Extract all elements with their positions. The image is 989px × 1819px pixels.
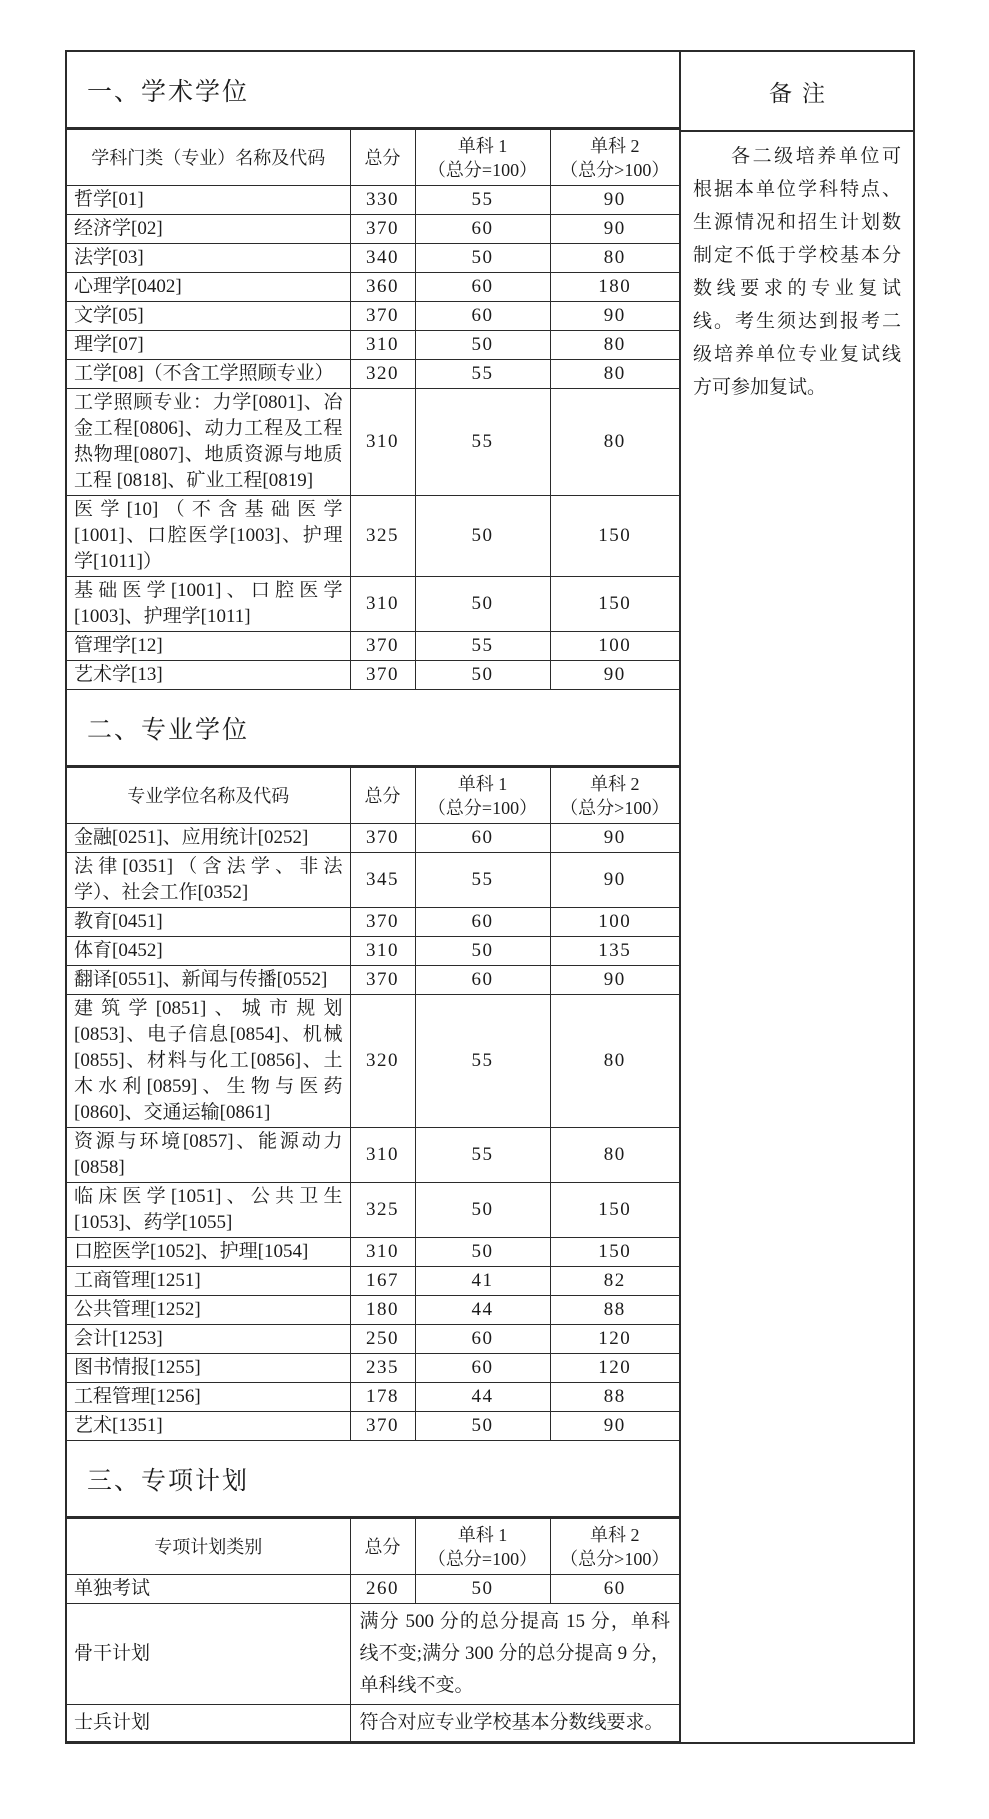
row-name-cell: 理学[07] — [67, 331, 350, 360]
row-sub2-cell: 60 — [550, 1575, 679, 1604]
table-row — [67, 302, 679, 331]
row-name-cell: 管理学[12] — [67, 632, 350, 661]
row-sub2-cell: 80 — [550, 360, 679, 389]
column-header-total: 总分 — [350, 130, 415, 186]
table-row — [67, 661, 679, 690]
table-row — [67, 1238, 679, 1267]
column-header-total: 总分 — [350, 768, 415, 824]
row-name-cell: 艺术[1351] — [67, 1412, 350, 1441]
row-sub1-cell: 55 — [415, 186, 550, 215]
row-name-cell: 基础医学[1001]、口腔医学[1003]、护理学[1011] — [67, 577, 350, 632]
row-sub2-cell: 80 — [550, 995, 679, 1128]
row-sub2-cell: 120 — [550, 1325, 679, 1354]
row-name-cell: 工学照顾专业：力学[0801]、冶金工程[0806]、动力工程及工程热物理[0807]、地质资源与地质工程 [0818]、矿业工程[0819] — [67, 389, 350, 496]
row-name-cell: 法学[03] — [67, 244, 350, 273]
table-row — [67, 389, 679, 496]
column-header-name: 学科门类（专业）名称及代码 — [67, 130, 350, 186]
row-sub2-cell: 150 — [550, 577, 679, 632]
row-sub2-cell: 150 — [550, 1183, 679, 1238]
row-total-cell: 360 — [350, 273, 415, 302]
row-sub1-cell: 55 — [415, 389, 550, 496]
row-sub1-cell: 55 — [415, 360, 550, 389]
row-total-cell: 167 — [350, 1267, 415, 1296]
row-sub2-cell: 180 — [550, 273, 679, 302]
row-sub1-cell: 50 — [415, 331, 550, 360]
row-sub1-cell: 60 — [415, 908, 550, 937]
row-name-cell: 文学[05] — [67, 302, 350, 331]
row-sub2-cell: 90 — [550, 966, 679, 995]
row-total-cell: 320 — [350, 360, 415, 389]
section-special-plans — [67, 1441, 679, 1742]
row-total-cell: 370 — [350, 824, 415, 853]
row-name-cell: 工商管理[1251] — [67, 1267, 350, 1296]
row-total-cell: 310 — [350, 1238, 415, 1267]
row-total-cell: 370 — [350, 661, 415, 690]
table-row — [67, 966, 679, 995]
row-name-cell: 经济学[02] — [67, 215, 350, 244]
row-sub1-cell: 41 — [415, 1267, 550, 1296]
section-title-special-plans: 三、专项计划 — [67, 1441, 679, 1518]
row-total-cell: 260 — [350, 1575, 415, 1604]
column-header-name: 专业学位名称及代码 — [67, 768, 350, 824]
row-total-cell: 325 — [350, 1183, 415, 1238]
table-row — [67, 824, 679, 853]
row-name-cell: 公共管理[1252] — [67, 1296, 350, 1325]
row-sub2-cell: 90 — [550, 302, 679, 331]
row-sub1-cell: 50 — [415, 1238, 550, 1267]
table-row — [67, 937, 679, 966]
row-total-cell: 310 — [350, 577, 415, 632]
remarks-column — [679, 52, 913, 1742]
table-row — [67, 1128, 679, 1183]
row-sub2-cell: 120 — [550, 1354, 679, 1383]
row-sub1-cell: 55 — [415, 632, 550, 661]
table-row — [67, 995, 679, 1128]
row-total-cell: 325 — [350, 496, 415, 577]
row-total-cell: 370 — [350, 966, 415, 995]
row-sub2-cell: 90 — [550, 186, 679, 215]
row-sub1-cell: 50 — [415, 1183, 550, 1238]
row-name-cell: 医学[10]（不含基础医学[1001]、口腔医学[1003]、护理学[1011]） — [67, 496, 350, 577]
row-sub2-cell: 100 — [550, 908, 679, 937]
row-sub2-cell: 100 — [550, 632, 679, 661]
remarks-body: 各二级培养单位可根据本单位学科特点、生源情况和招生计划数制定不低于学校基本分数线要求的专业复试线。考生须达到报考二级培养单位专业复试线方可参加复试。 — [693, 146, 901, 398]
table-row — [67, 1296, 679, 1325]
table-row — [67, 244, 679, 273]
section-academic-degrees — [67, 52, 679, 690]
row-sub1-cell: 60 — [415, 1354, 550, 1383]
row-name-cell: 哲学[01] — [67, 186, 350, 215]
row-sub1-cell: 44 — [415, 1296, 550, 1325]
row-total-cell: 310 — [350, 389, 415, 496]
row-sub2-cell: 80 — [550, 244, 679, 273]
row-name-cell: 临床医学[1051]、公共卫生[1053]、药学[1055] — [67, 1183, 350, 1238]
column-header-sub2: 单科 2 （总分>100） — [550, 768, 679, 824]
row-name-cell: 士兵计划 — [67, 1705, 350, 1742]
row-sub1-cell: 50 — [415, 1575, 550, 1604]
row-sub1-cell: 60 — [415, 302, 550, 331]
row-sub2-cell: 82 — [550, 1267, 679, 1296]
row-name-cell: 教育[0451] — [67, 908, 350, 937]
row-total-cell: 370 — [350, 632, 415, 661]
row-sub2-cell: 80 — [550, 389, 679, 496]
row-sub2-cell: 150 — [550, 1238, 679, 1267]
row-total-cell: 370 — [350, 215, 415, 244]
row-sub1-cell: 60 — [415, 824, 550, 853]
table-row — [67, 215, 679, 244]
row-sub2-cell: 135 — [550, 937, 679, 966]
row-sub1-cell: 60 — [415, 215, 550, 244]
header-row — [67, 130, 679, 186]
row-name-cell: 翻译[0551]、新闻与传播[0552] — [67, 966, 350, 995]
row-total-cell: 235 — [350, 1354, 415, 1383]
table-row — [67, 331, 679, 360]
row-name-cell: 资源与环境[0857]、能源动力[0858] — [67, 1128, 350, 1183]
row-name-cell: 法律[0351]（含法学、非法学）、社会工作[0352] — [67, 853, 350, 908]
row-sub1-cell: 55 — [415, 1128, 550, 1183]
row-name-cell: 建筑学[0851]、城市规划[0853]、电子信息[0854]、机械[0855]、材料与化工[0856]、土木水利[0859]、生物与医药[0860]、交通运输[0861] — [67, 995, 350, 1128]
row-total-cell: 370 — [350, 908, 415, 937]
row-name-cell: 工程管理[1256] — [67, 1383, 350, 1412]
row-total-cell: 370 — [350, 302, 415, 331]
table-row — [67, 1383, 679, 1412]
row-total-cell: 340 — [350, 244, 415, 273]
column-header-total: 总分 — [350, 1519, 415, 1575]
row-total-cell: 180 — [350, 1296, 415, 1325]
row-sub1-cell: 50 — [415, 937, 550, 966]
remarks-title: 备注 — [681, 52, 913, 132]
row-sub1-cell: 50 — [415, 1412, 550, 1441]
row-note-cell: 满分 500 分的总分提高 15 分，单科线不变;满分 300 分的总分提高 9 分，单科线不变。 — [350, 1604, 679, 1705]
row-name-cell: 艺术学[13] — [67, 661, 350, 690]
table-row — [67, 186, 679, 215]
row-sub1-cell: 60 — [415, 966, 550, 995]
column-header-sub1: 单科 1 （总分=100） — [415, 130, 550, 186]
row-total-cell: 310 — [350, 331, 415, 360]
row-total-cell: 320 — [350, 995, 415, 1128]
row-total-cell: 345 — [350, 853, 415, 908]
row-name-cell: 骨干计划 — [67, 1604, 350, 1705]
table-row — [67, 496, 679, 577]
table-row — [67, 853, 679, 908]
row-total-cell: 370 — [350, 1412, 415, 1441]
column-header-sub2: 单科 2 （总分>100） — [550, 1519, 679, 1575]
row-sub2-cell: 88 — [550, 1296, 679, 1325]
table-row — [67, 1705, 679, 1742]
row-sub1-cell: 60 — [415, 1325, 550, 1354]
row-name-cell: 图书情报[1255] — [67, 1354, 350, 1383]
row-name-cell: 单独考试 — [67, 1575, 350, 1604]
row-sub2-cell: 90 — [550, 853, 679, 908]
academic-degrees-table — [67, 129, 679, 690]
table-row — [67, 360, 679, 389]
row-name-cell: 体育[0452] — [67, 937, 350, 966]
row-sub1-cell: 55 — [415, 995, 550, 1128]
row-name-cell: 心理学[0402] — [67, 273, 350, 302]
row-sub2-cell: 90 — [550, 1412, 679, 1441]
table-row — [67, 1412, 679, 1441]
row-sub1-cell: 50 — [415, 244, 550, 273]
column-header-sub2: 单科 2 （总分>100） — [550, 130, 679, 186]
row-total-cell: 178 — [350, 1383, 415, 1412]
row-sub2-cell: 88 — [550, 1383, 679, 1412]
table-row — [67, 908, 679, 937]
row-total-cell: 310 — [350, 1128, 415, 1183]
table-row — [67, 1183, 679, 1238]
table-row — [67, 1354, 679, 1383]
row-sub1-cell: 50 — [415, 577, 550, 632]
header-row — [67, 768, 679, 824]
professional-degrees-table — [67, 767, 679, 1441]
row-sub2-cell: 90 — [550, 215, 679, 244]
table-row — [67, 273, 679, 302]
column-header-sub1: 单科 1 （总分=100） — [415, 768, 550, 824]
section-professional-degrees — [67, 690, 679, 1441]
row-sub2-cell: 90 — [550, 824, 679, 853]
score-line-table — [65, 50, 915, 1744]
row-name-cell: 会计[1253] — [67, 1325, 350, 1354]
row-total-cell: 250 — [350, 1325, 415, 1354]
row-name-cell: 工学[08]（不含工学照顾专业） — [67, 360, 350, 389]
row-name-cell: 金融[0251]、应用统计[0252] — [67, 824, 350, 853]
row-sub1-cell: 60 — [415, 273, 550, 302]
row-sub2-cell: 80 — [550, 1128, 679, 1183]
row-sub1-cell: 55 — [415, 853, 550, 908]
row-sub1-cell: 44 — [415, 1383, 550, 1412]
table-row — [67, 1267, 679, 1296]
row-sub1-cell: 50 — [415, 496, 550, 577]
table-row — [67, 1604, 679, 1705]
row-sub1-cell: 50 — [415, 661, 550, 690]
table-row — [67, 577, 679, 632]
row-total-cell: 310 — [350, 937, 415, 966]
row-sub2-cell: 150 — [550, 496, 679, 577]
column-header-sub1: 单科 1 （总分=100） — [415, 1519, 550, 1575]
row-sub2-cell: 80 — [550, 331, 679, 360]
table-row — [67, 1325, 679, 1354]
score-sections — [67, 52, 679, 1742]
row-sub2-cell: 90 — [550, 661, 679, 690]
table-row — [67, 1575, 679, 1604]
special-plans-table — [67, 1518, 679, 1742]
row-note-cell: 符合对应专业学校基本分数线要求。 — [350, 1705, 679, 1742]
column-header-name: 专项计划类别 — [67, 1519, 350, 1575]
section-title-academic: 一、学术学位 — [67, 52, 679, 129]
table-row — [67, 632, 679, 661]
header-row — [67, 1519, 679, 1575]
section-title-professional: 二、专业学位 — [67, 690, 679, 767]
row-name-cell: 口腔医学[1052]、护理[1054] — [67, 1238, 350, 1267]
row-total-cell: 330 — [350, 186, 415, 215]
